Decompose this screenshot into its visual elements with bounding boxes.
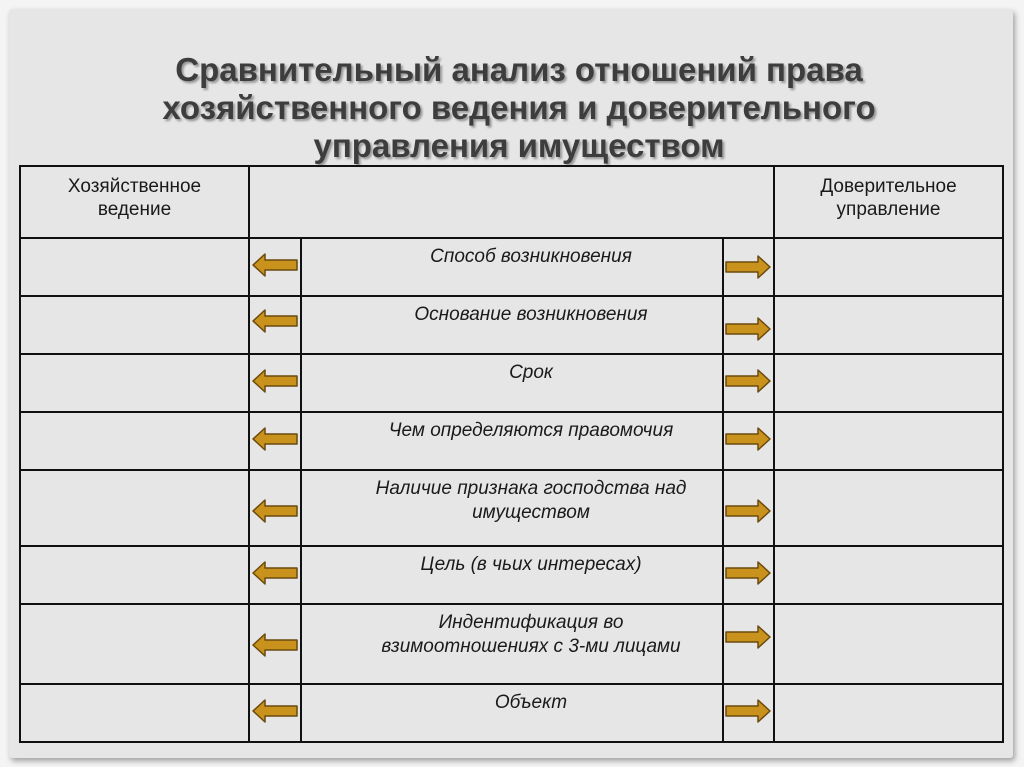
right-arrow-icon [725,499,771,523]
header-right [775,175,1002,221]
right-arrow-icon [725,561,771,585]
table-border-top [19,165,1004,167]
row-separator [19,603,1004,605]
header-right-line-1: Доверительное [820,176,957,197]
column-divider-left [248,165,250,743]
header-left [21,175,248,221]
criterion-label-line: Индентификация во [438,612,624,633]
column-divider-right [773,165,775,743]
right-arrow-icon [725,369,771,393]
left-arrow-icon [252,499,298,523]
criterion-label [320,361,742,385]
left-arrow-icon [252,427,298,451]
header-left-line-1: Хозяйственное [67,176,202,197]
right-arrow-icon [725,317,771,341]
table-border-bottom [19,741,1004,743]
left-arrow-icon [252,561,298,585]
right-arrow-icon [725,255,771,279]
row-separator [19,545,1004,547]
row-separator [19,683,1004,685]
criterion-label [320,245,742,269]
title-line-1: Сравнительный анализ отношений права [175,51,863,88]
criterion-label-line: взимоотношениях с 3-ми лицами [381,636,681,657]
left-arrow-icon [252,633,298,657]
slide-title [69,51,969,165]
right-arrow-icon [725,699,771,723]
criterion-label-line: Способ возникновения [430,246,632,267]
criterion-label-line: Срок [509,362,553,383]
criterion-label-line: Основание возникновения [414,304,648,325]
left-arrow-icon [252,309,298,333]
row-separator [19,411,1004,413]
left-arrow-icon [252,253,298,277]
row-separator [19,295,1004,297]
column-divider-inner-left [300,237,302,743]
right-arrow-icon [725,427,771,451]
criterion-label [320,611,742,659]
header-separator [19,237,1004,239]
header-right-line-2: управление [836,199,941,220]
title-line-3: управления имуществом [313,127,725,164]
comparison-table [19,165,1004,743]
criterion-label-line: Цель (в чьих интересах) [420,554,642,575]
table-border-right [1002,165,1004,743]
table-border-left [19,165,21,743]
criterion-label-line: Наличие признака господства над [375,478,687,499]
criterion-label [320,419,742,443]
criterion-label [320,691,742,715]
criterion-label [320,303,742,327]
left-arrow-icon [252,699,298,723]
criterion-label-line: имуществом [472,502,590,523]
criterion-label-line: Объект [494,692,568,713]
criterion-label-line: Чем определяются правомочия [388,420,674,441]
criterion-label [320,477,742,525]
right-arrow-icon [725,625,771,649]
criterion-label [320,553,742,577]
header-left-line-2: ведение [97,199,172,220]
row-separator [19,353,1004,355]
left-arrow-icon [252,369,298,393]
title-line-2: хозяйственного ведения и доверительного [162,89,876,126]
row-separator [19,469,1004,471]
